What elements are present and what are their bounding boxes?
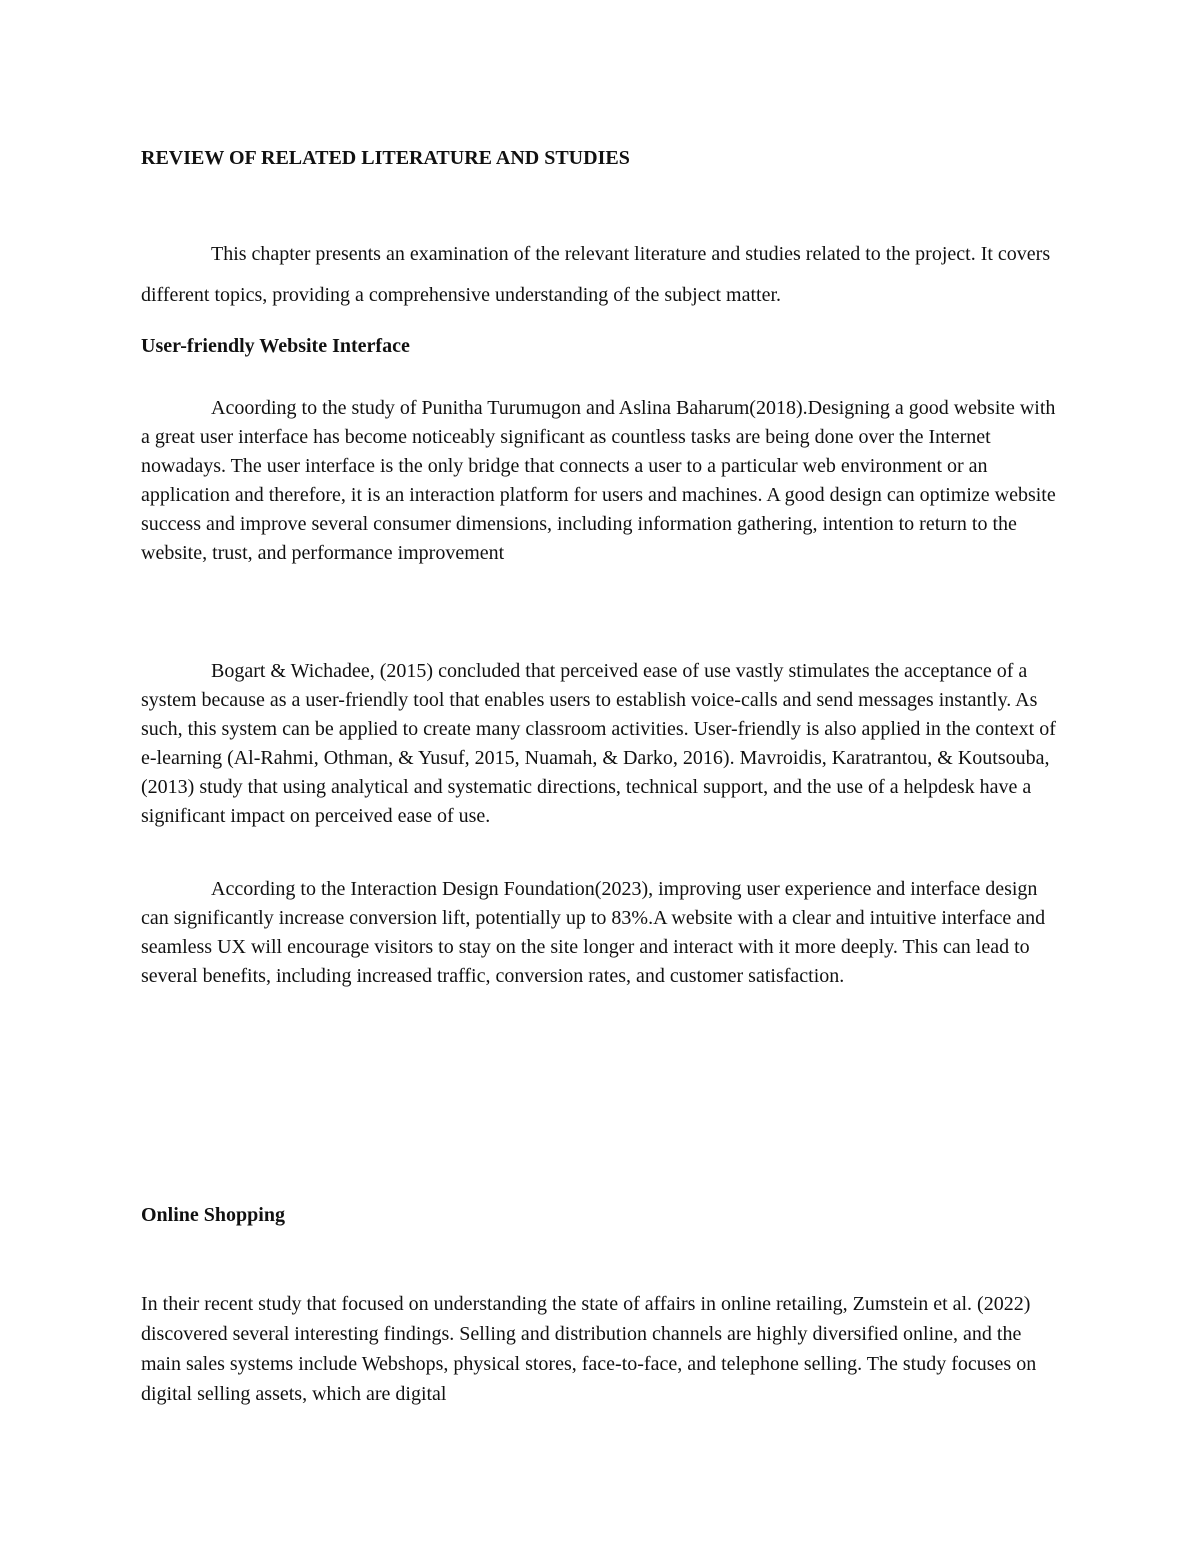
paragraph-bogart: Bogart & Wichadee, (2015) concluded that perceived ease of use vastly stimulates the acceptance of a system because as a user-friendly tool that enables users to establish voice-calls and send messages instantly. As such, this system can be applied to create many classroom activities. User-friendly is also applied in the context of e-learning (Al-Rahmi, Othman, & Yusuf, 2015, Nuamah, & Darko, 2016). Mavroidis, Karatrantou, & Koutsouba, (2013) study that using analytical and systematic directions, technical support, and the use of a helpdesk have a significant impact on perceived ease of use. <box>141 660 1056 827</box>
paragraph-turumugon: Acoording to the study of Punitha Turumugon and Aslina Baharum(2018).Designing a good website with a great user interface has become noticeably significant as countless tasks are being done over the Internet nowadays. The user interface is the only bridge that connects a user to a particular web environment or an application and therefore, it is an interaction platform for users and machines. A good design can optimize website success and improve several consumer dimensions, including information gathering, intention to return to the website, trust, and performance improvement <box>141 397 1056 564</box>
section-heading-online-shopping: Online Shopping <box>141 1204 285 1226</box>
document-title: REVIEW OF RELATED LITERATURE AND STUDIES <box>141 147 630 169</box>
intro-paragraph: This chapter presents an examination of the relevant literature and studies related to the project. It covers different topics, providing a comprehensive understanding of the subject matter. <box>141 243 1051 306</box>
section-heading-user-friendly: User-friendly Website Interface <box>141 335 410 357</box>
paragraph-zumstein: In their recent study that focused on understanding the state of affairs in online retailing, Zumstein et al. (2022) discovered several interesting findings. Selling and distribution channels are highly diversified online, and the main sales systems include Webshops, physical stores, face-to-face, and telephone selling. The study focuses on digital selling assets, which are digital <box>141 1293 1037 1405</box>
paragraph-interaction-design: According to the Interaction Design Foundation(2023), improving user experience and interface design can significantly increase conversion lift, potentially up to 83%.A website with a clear and intuitive interface and seamless UX will encourage visitors to stay on the site longer and interact with it more deeply. This can lead to several benefits, including increased traffic, conversion rates, and customer satisfaction. <box>141 878 1046 987</box>
